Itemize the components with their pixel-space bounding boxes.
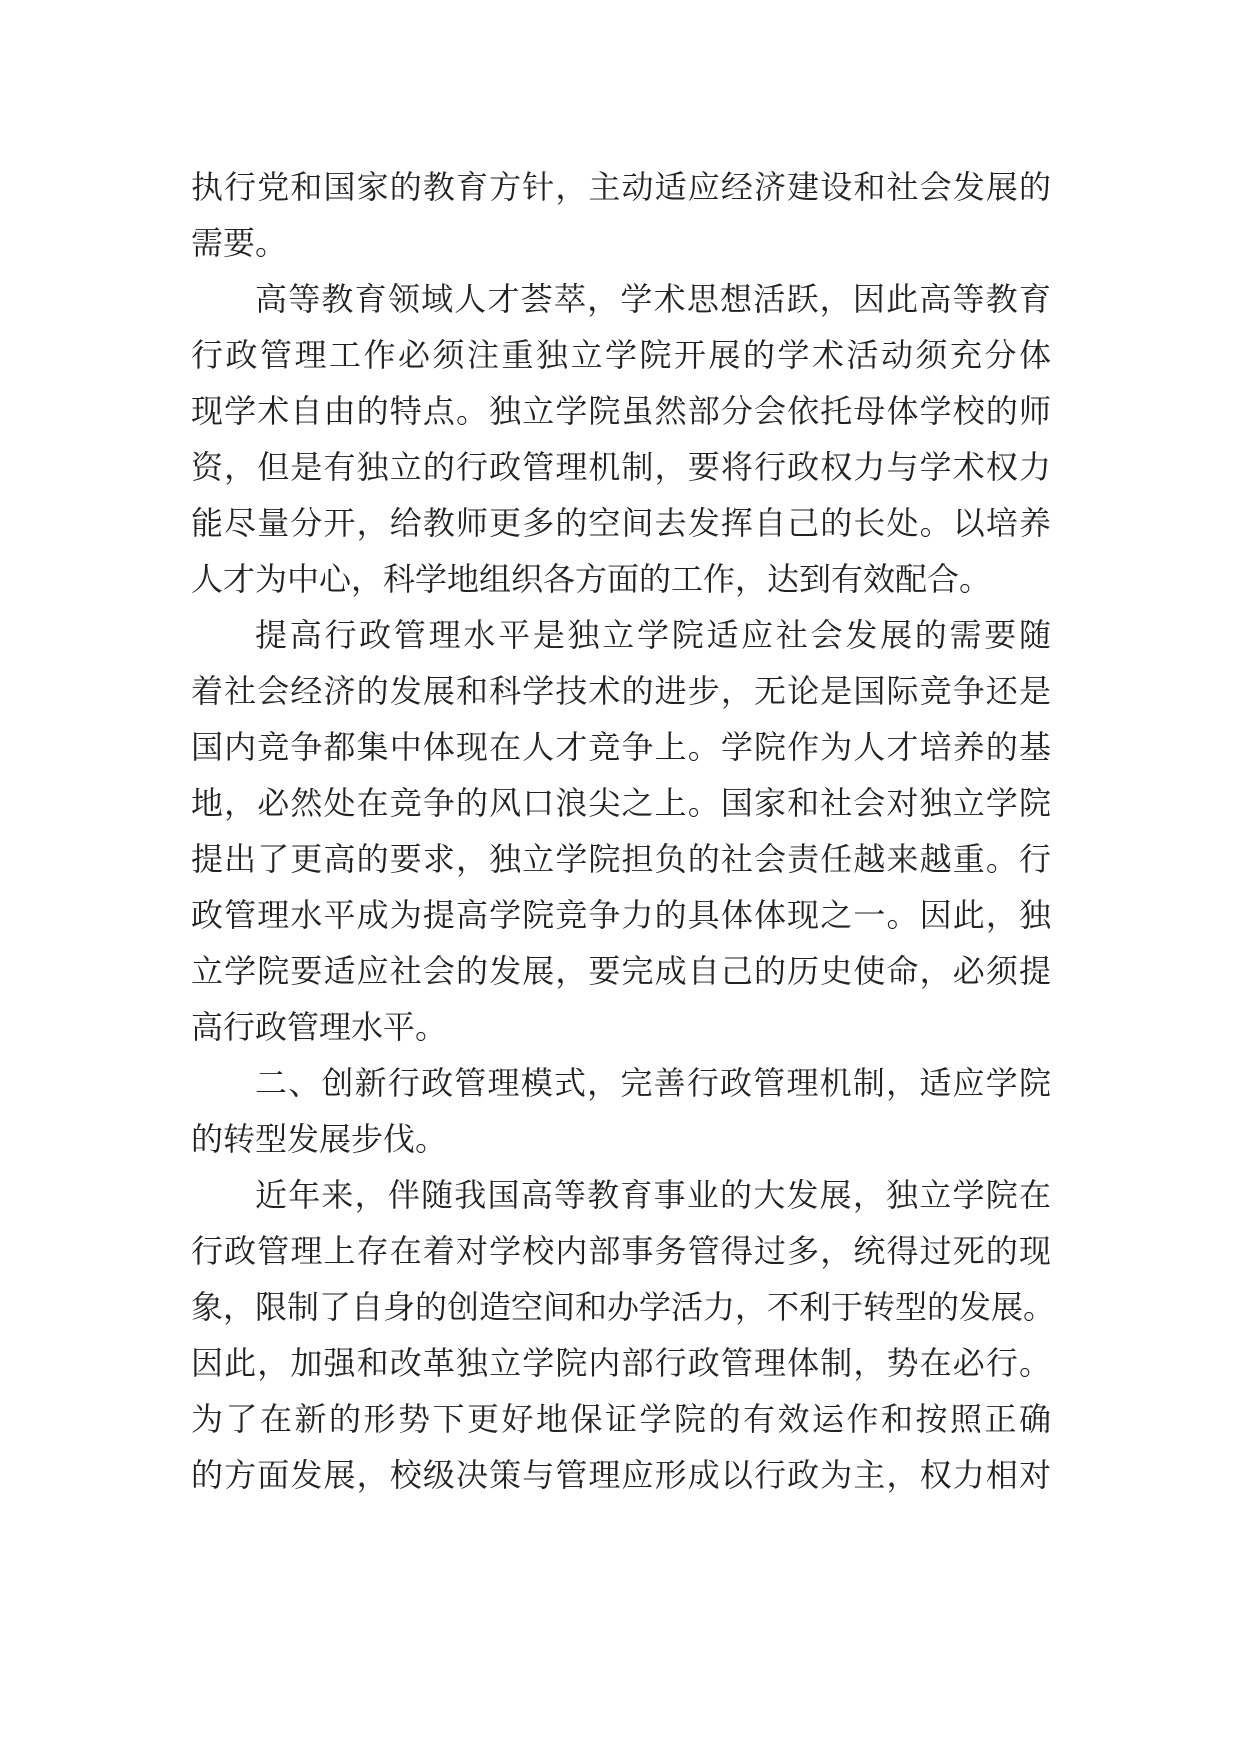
text-line: 资，但是有独立的行政管理机制，要将行政权力与学术权力 (191, 448, 1051, 486)
text-line: 行政管理上存在着对学校内部事务管得过多，统得过死的现 (191, 1232, 1051, 1270)
text-line: 为了在新的形势下更好地保证学院的有效运作和按照正确 (191, 1400, 1051, 1438)
text-line: 象，限制了自身的创造空间和办学活力，不利于转型的发展。 (191, 1288, 1056, 1326)
text-line: 政管理水平成为提高学院竞争力的具体体现之一。因此，独 (191, 896, 1051, 934)
text-line: 提出了更高的要求，独立学院担负的社会责任越来越重。行 (191, 840, 1051, 878)
text-line: 着社会经济的发展和科学技术的进步，无论是国际竞争还是 (191, 672, 1051, 710)
text-line: 地，必然处在竞争的风口浪尖之上。国家和社会对独立学院 (191, 784, 1051, 822)
text-line: 需要。 (191, 224, 288, 262)
section-heading-line: 的转型发展步伐。 (191, 1120, 448, 1158)
text-line: 国内竞争都集中体现在人才竞争上。学院作为人才培养的基 (191, 728, 1051, 766)
text-line: 立学院要适应社会的发展，要完成自己的历史使命，必须提 (191, 952, 1051, 990)
section-heading-line: 二、创新行政管理模式，完善行政管理机制，适应学院 (255, 1064, 1051, 1102)
text-line: 能尽量分开，给教师更多的空间去发挥自己的长处。以培养 (191, 504, 1051, 542)
text-line: 高行政管理水平。 (191, 1008, 448, 1046)
text-line: 人才为中心，科学地组织各方面的工作，达到有效配合。 (191, 560, 992, 598)
text-line: 行政管理工作必须注重独立学院开展的学术活动须充分体 (191, 336, 1051, 374)
text-line: 的方面发展，校级决策与管理应形成以行政为主，权力相对 (191, 1456, 1051, 1494)
text-line: 现学术自由的特点。独立学院虽然部分会依托母体学校的师 (191, 392, 1051, 430)
text-line: 高等教育领域人才荟萃，学术思想活跃，因此高等教育 (255, 280, 1051, 318)
text-line: 执行党和国家的教育方针，主动适应经济建设和社会发展的 (191, 168, 1051, 206)
text-line: 近年来，伴随我国高等教育事业的大发展，独立学院在 (255, 1176, 1051, 1214)
text-line: 提高行政管理水平是独立学院适应社会发展的需要随 (255, 616, 1051, 654)
text-line: 因此，加强和改革独立学院内部行政管理体制，势在必行。 (191, 1344, 1051, 1382)
